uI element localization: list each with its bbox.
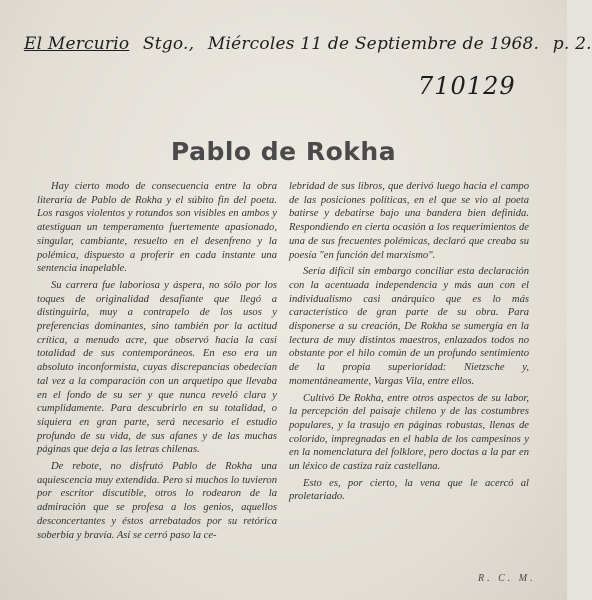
article-title: Pablo de Rokha bbox=[170, 137, 397, 166]
source-name: El Mercurio bbox=[24, 34, 130, 54]
paragraph: Hay cierto modo de consecuencia entre la obra literaria de Pablo de Rokha y el súbito fin del poeta. Los rasgos violentos y rotundos son visibles en ambos y atestiguan un temperamento fuertemente apasionado, singular, cambiante, resuelto en el desenfreno y la polémica, dispuesto a proferir en cada instante una sentencia inapelable. bbox=[37, 181, 277, 275]
paragraph: Sería difícil sin embargo conciliar esta declaración con la acentuada independencia y más aun con el individualismo casi anárquico que es lo más característico de gran parte de su obra. Para disponerse a su creación, De Rokha se sumergía en la lectura de muy distintos maestros, enlazados todos no obstante por el hilo común de un profundo sentimiento de la propia superioridad: Nietzsche y, momentáneamente, Vargas Vila, entre ellos. bbox=[289, 266, 529, 387]
paragraph: Esto es, por cierto, la vena que le acercó al proletariado. bbox=[289, 477, 529, 503]
paragraph: Su carrera fue laboriosa y áspera, no sólo por los toques de originalidad desafiante que llegó a distinguirla, muy a contrapelo de los usos y preferencias dominantes, sino también por la actitud crítica, a menudo acre, que observó hacia la casi totalidad de sus contemporáneos. En eso era un absoluto inconformista, cuyas discrepancias obedecían tal vez a la comparación con un arquetipo que llevaba en el fondo de su ser y que nunca reveló clara y cumplidamente. Para descubrirlo en su totalidad, o siquiera en gran parte, será necesario el estudio profundo de su vida, de sus afanes y de las muchas páginas que deja a las letras chilenas. bbox=[37, 279, 277, 456]
author-initials: R. C. M. bbox=[478, 573, 536, 584]
source-city: Stgo., bbox=[142, 34, 195, 54]
archive-number: 710129 bbox=[418, 72, 516, 100]
paragraph: lebridad de sus libros, que derivó luego hacia el campo de las posiciones políticas, en el que se vio al poeta batirse y debatirse bajo una bandera bien definida. Respondiendo en cierta ocasión a los requerimientos de una de sus frecuentes polémicas, declaró que creaba su poesía "en función del marxismo". bbox=[289, 181, 529, 261]
handwritten-source-note bbox=[24, 34, 592, 54]
article-column-left bbox=[37, 180, 277, 545]
article-column-right bbox=[289, 180, 529, 507]
paragraph: De rebote, no disfrutó Pablo de Rokha una aquiescencia muy extendida. Pero si muchos lo tuvieron por escritor discutible, otros lo rodearon de la admiración que se profesa a los genios, aquellos desconcertantes y éstos arrebatados por su retórica soberbia y bravía. Así se cerró paso la ce- bbox=[37, 461, 277, 541]
paragraph: Cultivó De Rokha, entre otros aspectos de su labor, la percepción del paisaje chileno y de las costumbres populares, y la trasujo en páginas robustas, llenas de colorido, impregnadas en el habla de los campesinos y en la nomenclatura del folklore, pero doctas a la par en un léxico de castiza raíz castellana. bbox=[289, 392, 529, 473]
source-page: p. 2. bbox=[552, 34, 592, 54]
source-date: Miércoles 11 de Septiembre de 1968. bbox=[207, 34, 540, 54]
